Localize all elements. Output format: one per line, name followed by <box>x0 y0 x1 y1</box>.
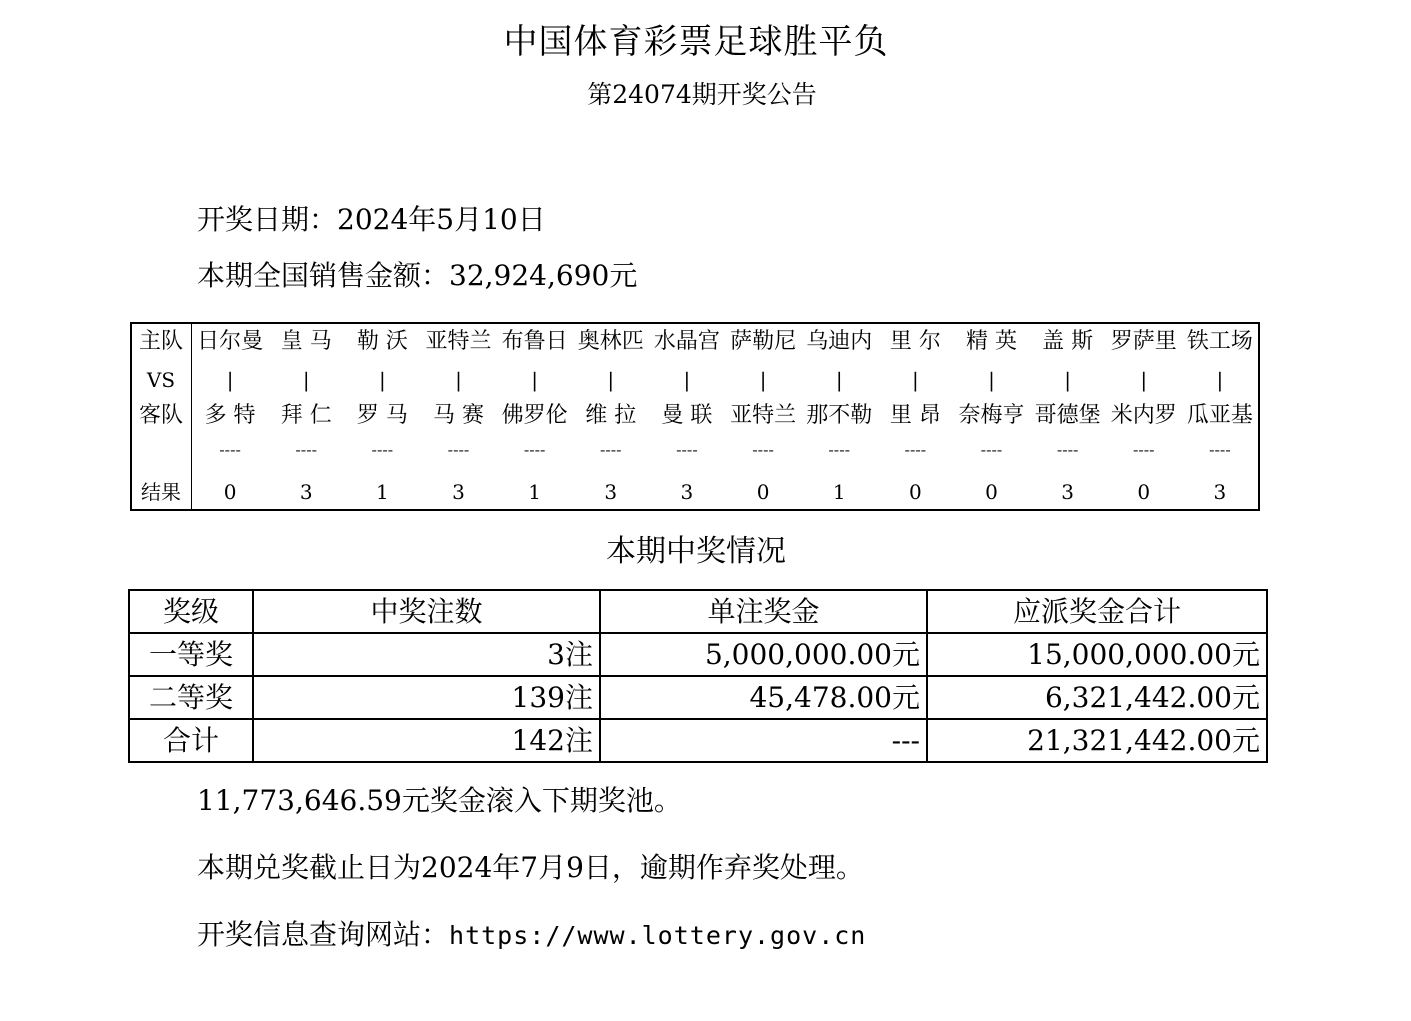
divider-dash: ---- <box>1209 440 1231 459</box>
vs-label: VS <box>146 368 176 392</box>
total-prize: 15,000,000.00元 <box>927 633 1267 676</box>
divider-dash: ---- <box>295 440 318 459</box>
result-label: 结果 <box>141 480 181 504</box>
website-link[interactable]: https://www.lottery.gov.cn <box>449 921 867 950</box>
home-team-name: 日尔曼 <box>197 329 264 354</box>
sales-amount-label: 本期全国销售金额： <box>197 259 450 292</box>
away-team-name: 曼 联 <box>661 403 713 428</box>
header-count: 中奖注数 <box>253 590 600 633</box>
match-result: 1 <box>375 480 389 504</box>
away-team-name: 哥德堡 <box>1034 403 1101 428</box>
single-prize: 45,478.00元 <box>600 676 927 719</box>
vs-mark: | <box>302 368 310 392</box>
away-team-name: 瓜亚基 <box>1186 403 1253 428</box>
rollover-text: 11,773,646.59元奖金滚入下期奖池。 <box>197 784 682 817</box>
home-team-name: 布鲁日 <box>501 329 568 354</box>
home-team-name: 亚特兰 <box>425 329 492 354</box>
home-team-name: 里 尔 <box>889 329 941 354</box>
vs-mark: | <box>455 368 462 392</box>
home-team-name: 罗萨里 <box>1110 329 1177 354</box>
match-result: 3 <box>680 480 694 504</box>
draw-date-value: 2024年5月10日 <box>337 203 546 236</box>
home-team-name: 水晶宫 <box>653 329 720 354</box>
draw-date-line <box>197 202 546 238</box>
winner-count: 142注 <box>253 719 600 762</box>
header-total-prize: 应派奖金合计 <box>927 590 1267 633</box>
away-team-name: 拜 仁 <box>280 403 332 428</box>
prize-section-title: 本期中奖情况 <box>606 534 786 569</box>
match-result: 0 <box>985 480 998 504</box>
away-team-name: 那不勒 <box>806 403 873 428</box>
winner-count: 139注 <box>253 676 600 719</box>
match-result: 3 <box>1061 480 1074 504</box>
prize-level: 合计 <box>129 719 253 762</box>
prize-level: 二等奖 <box>129 676 253 719</box>
match-result: 1 <box>528 480 541 504</box>
away-team-label: 客队 <box>138 403 183 428</box>
total-prize: 21,321,442.00元 <box>927 719 1267 762</box>
away-team-name: 多 特 <box>204 403 256 428</box>
divider-dash: ---- <box>219 440 241 459</box>
match-result: 0 <box>908 480 922 504</box>
divider-dash: ---- <box>523 440 546 459</box>
vs-mark: | <box>1140 368 1148 392</box>
vs-mark: | <box>226 368 234 392</box>
away-team-name: 奈梅亨 <box>958 403 1025 428</box>
divider-dash: ---- <box>371 440 394 459</box>
vs-mark: | <box>531 368 538 392</box>
divider-dash: ---- <box>447 440 470 459</box>
away-team-name: 佛罗伦 <box>501 403 568 428</box>
home-team-name: 乌迪内 <box>806 329 873 354</box>
draw-date-label: 开奖日期： <box>197 203 338 236</box>
vs-mark: | <box>911 368 919 392</box>
prize-level: 一等奖 <box>129 633 253 676</box>
home-team-name: 精 英 <box>965 329 1017 354</box>
deadline-text: 本期兑奖截止日为2024年7月9日，逾期作弃奖处理。 <box>197 851 864 884</box>
divider-dash: ---- <box>676 440 698 459</box>
vs-mark: | <box>759 368 767 392</box>
away-team-name: 米内罗 <box>1110 403 1177 428</box>
vs-mark: | <box>683 368 691 392</box>
website-line <box>197 917 866 954</box>
page-title: 中国体育彩票足球胜平负 <box>503 22 889 62</box>
home-team-name: 萨勒尼 <box>730 329 797 354</box>
header-level: 奖级 <box>129 590 253 633</box>
divider-dash: ---- <box>980 440 1003 459</box>
table-row <box>129 676 1267 719</box>
vs-mark: | <box>378 368 386 392</box>
prize-table <box>128 589 1268 763</box>
sales-amount-line <box>197 258 637 294</box>
match-result: 0 <box>756 480 770 504</box>
vs-mark: | <box>1064 368 1071 392</box>
divider-dash: ---- <box>1056 440 1079 459</box>
match-result: 1 <box>832 480 846 504</box>
home-team-name: 铁工场 <box>1186 329 1253 354</box>
match-result: 0 <box>1137 480 1151 504</box>
home-team-name: 奥林匹 <box>577 329 644 354</box>
match-result: 0 <box>223 480 237 504</box>
vs-mark: | <box>607 368 615 392</box>
match-result: 3 <box>604 480 618 504</box>
divider-dash: ---- <box>828 440 851 459</box>
home-team-name: 皇 马 <box>280 329 332 354</box>
total-prize: 6,321,442.00元 <box>927 676 1267 719</box>
match-result: 3 <box>299 480 313 504</box>
vs-mark: | <box>988 368 995 392</box>
away-team-name: 马 赛 <box>432 403 484 428</box>
divider-dash: ---- <box>904 440 927 459</box>
home-team-name: 盖 斯 <box>1042 329 1094 354</box>
away-team-name: 里 昂 <box>889 403 941 428</box>
winner-count: 3注 <box>253 633 600 676</box>
divider-dash: ---- <box>1132 440 1155 459</box>
table-row <box>129 633 1267 676</box>
divider-dash: ---- <box>599 440 622 459</box>
away-team-name: 亚特兰 <box>730 403 797 428</box>
away-team-name: 维 拉 <box>585 403 637 428</box>
home-team-label: 主队 <box>138 329 183 354</box>
match-result: 3 <box>1213 480 1227 504</box>
website-label: 开奖信息查询网站： <box>197 918 450 951</box>
header-single-prize: 单注奖金 <box>600 590 927 633</box>
vs-mark: | <box>835 368 843 392</box>
single-prize: --- <box>600 719 927 762</box>
vs-mark: | <box>1216 368 1224 392</box>
sales-amount-value: 32,924,690元 <box>449 259 638 292</box>
draw-number-subtitle: 第24074期开奖公告 <box>587 80 817 109</box>
home-team-name: 勒 沃 <box>356 329 408 354</box>
match-results-table <box>130 322 1260 511</box>
table-row <box>129 719 1267 762</box>
away-team-name: 罗 马 <box>356 403 408 428</box>
match-result: 3 <box>452 480 465 504</box>
divider-dash: ---- <box>752 440 774 459</box>
prize-table-header-row <box>129 590 1267 633</box>
single-prize: 5,000,000.00元 <box>600 633 927 676</box>
match-row-labels <box>132 324 192 509</box>
